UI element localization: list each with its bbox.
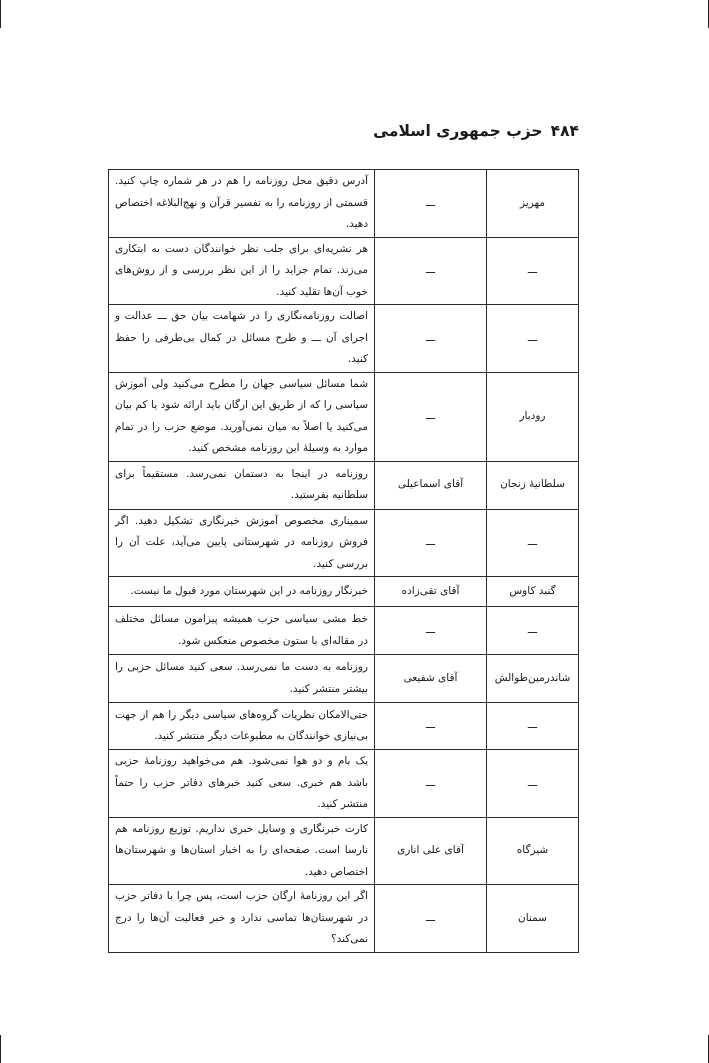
note-cell: یک بام و دو هوا نمی‌شود. هم می‌خواهید روزنامهٔ حزبی باشد هم خبری. سعی کنید خبرهای دفاتر حزب را حتماً منتشر کنید. <box>109 750 375 818</box>
person-cell: ـــ <box>375 885 487 953</box>
person-cell: آقای شفیعی <box>375 655 487 703</box>
note-cell: آدرس دقیق محل روزنامه را هم در هر شماره چاپ کنید. قسمتی از روزنامه را به تفسیر قرآن و نهج‌البلاغه اختصاص دهید. <box>109 170 375 238</box>
person-cell: آقای تقی‌زاده <box>375 577 487 607</box>
note-cell: هر نشریه‌ای برای جلب نظر خوانندگان دست به ابتکاری می‌زند. تمام جراید را از این نظر بررسی و از روش‌های خوب آن‌ها تقلید کنید. <box>109 237 375 305</box>
page-number: ۴۸۴ <box>550 122 579 140</box>
city-cell: ـــ <box>487 607 579 655</box>
person-cell: ـــ <box>375 237 487 305</box>
table-row <box>109 372 579 461</box>
person-cell: ـــ <box>375 305 487 373</box>
note-cell: اگر این روزنامهٔ ارگان حزب است، پس چرا با دفاتر حزب در شهرستان‌ها تماسی ندارد و خبر فعالیت آن‌ها را درج نمی‌کند؟ <box>109 885 375 953</box>
table-row <box>109 885 579 953</box>
city-cell: شیرگاه <box>487 817 579 885</box>
running-header <box>373 122 579 140</box>
city-cell: ـــ <box>487 750 579 818</box>
note-cell: روزنامه در اینجا به دستمان نمی‌رسد. مستقیماً برای سلطانیه بفرستید. <box>109 461 375 509</box>
city-cell: مهریز <box>487 170 579 238</box>
city-cell: ـــ <box>487 305 579 373</box>
table-row <box>109 750 579 818</box>
table-row <box>109 577 579 607</box>
table-row <box>109 607 579 655</box>
city-cell: شاندرمین‌طوالش <box>487 655 579 703</box>
table-row <box>109 461 579 509</box>
city-cell: رودبار <box>487 372 579 461</box>
city-cell: ـــ <box>487 509 579 577</box>
person-cell: ـــ <box>375 607 487 655</box>
note-cell: خبرنگار روزنامه در این شهرستان مورد قبول ما نیست. <box>109 577 375 607</box>
person-cell: ـــ <box>375 170 487 238</box>
person-cell: ـــ <box>375 750 487 818</box>
note-cell: خط مشی سیاسی حزب همیشه پیرامون مسائل مختلف در مقاله‌ای با ستون مخصوص منعکس شود. <box>109 607 375 655</box>
city-cell: ـــ <box>487 237 579 305</box>
note-cell: روزنامه به دست ما نمی‌رسد. سعی کنید مسائل حزبی را بیشتر منتشر کنید. <box>109 655 375 703</box>
crop-mark-top-left <box>0 0 1 28</box>
note-cell: کارت خبرنگاری و وسایل خبری نداریم. توزیع روزنامه هم نارسا است. صفحه‌ای را به اخبار استان‌ها و شهرستان‌ها اختصاص دهید. <box>109 817 375 885</box>
table-row <box>109 305 579 373</box>
person-cell: آقای علی اناری <box>375 817 487 885</box>
report-table <box>108 169 579 953</box>
table-row <box>109 509 579 577</box>
table-row <box>109 703 579 750</box>
note-cell: اصالت روزنامه‌نگاری را در شهامت بیان حق ـــ عدالت و اجرای آن ـــ و طرح مسائل در کمال بی‌طرفی را حفظ کنید. <box>109 305 375 373</box>
person-cell: ـــ <box>375 703 487 750</box>
table-row <box>109 817 579 885</box>
table-row <box>109 655 579 703</box>
table-row <box>109 170 579 238</box>
city-cell: سمنان <box>487 885 579 953</box>
table-row <box>109 237 579 305</box>
person-cell: ـــ <box>375 509 487 577</box>
crop-mark-bottom-left <box>0 1035 1 1063</box>
city-cell: ـــ <box>487 703 579 750</box>
note-cell: حتی‌الامکان نظریات گروه‌های سیاسی دیگر را هم از جهت بی‌نیازی خوانندگان به مطبوعات دیگر منتشر کنید. <box>109 703 375 750</box>
city-cell: سلطانیهٔ زنجان <box>487 461 579 509</box>
city-cell: گنبد کاوس <box>487 577 579 607</box>
running-title: حزب جمهوری اسلامی <box>373 122 543 140</box>
person-cell: آقای اسماعیلی <box>375 461 487 509</box>
note-cell: شما مسائل سیاسی جهان را مطرح می‌کنید ولی آموزش سیاسی را که از طریق این ارگان باید ارائه شود یا کم بیان می‌کنید یا اصلاً به میان نمی‌آورید. موضع حزب را در تمام موارد به وسیلهٔ این روزنامه مشخص کنید. <box>109 372 375 461</box>
person-cell: ـــ <box>375 372 487 461</box>
note-cell: سمیناری مخصوص آموزش خبرنگاری تشکیل دهید. اگر فروش روزنامه در شهرستانی پایین می‌آید، علت آن را بررسی کنید. <box>109 509 375 577</box>
